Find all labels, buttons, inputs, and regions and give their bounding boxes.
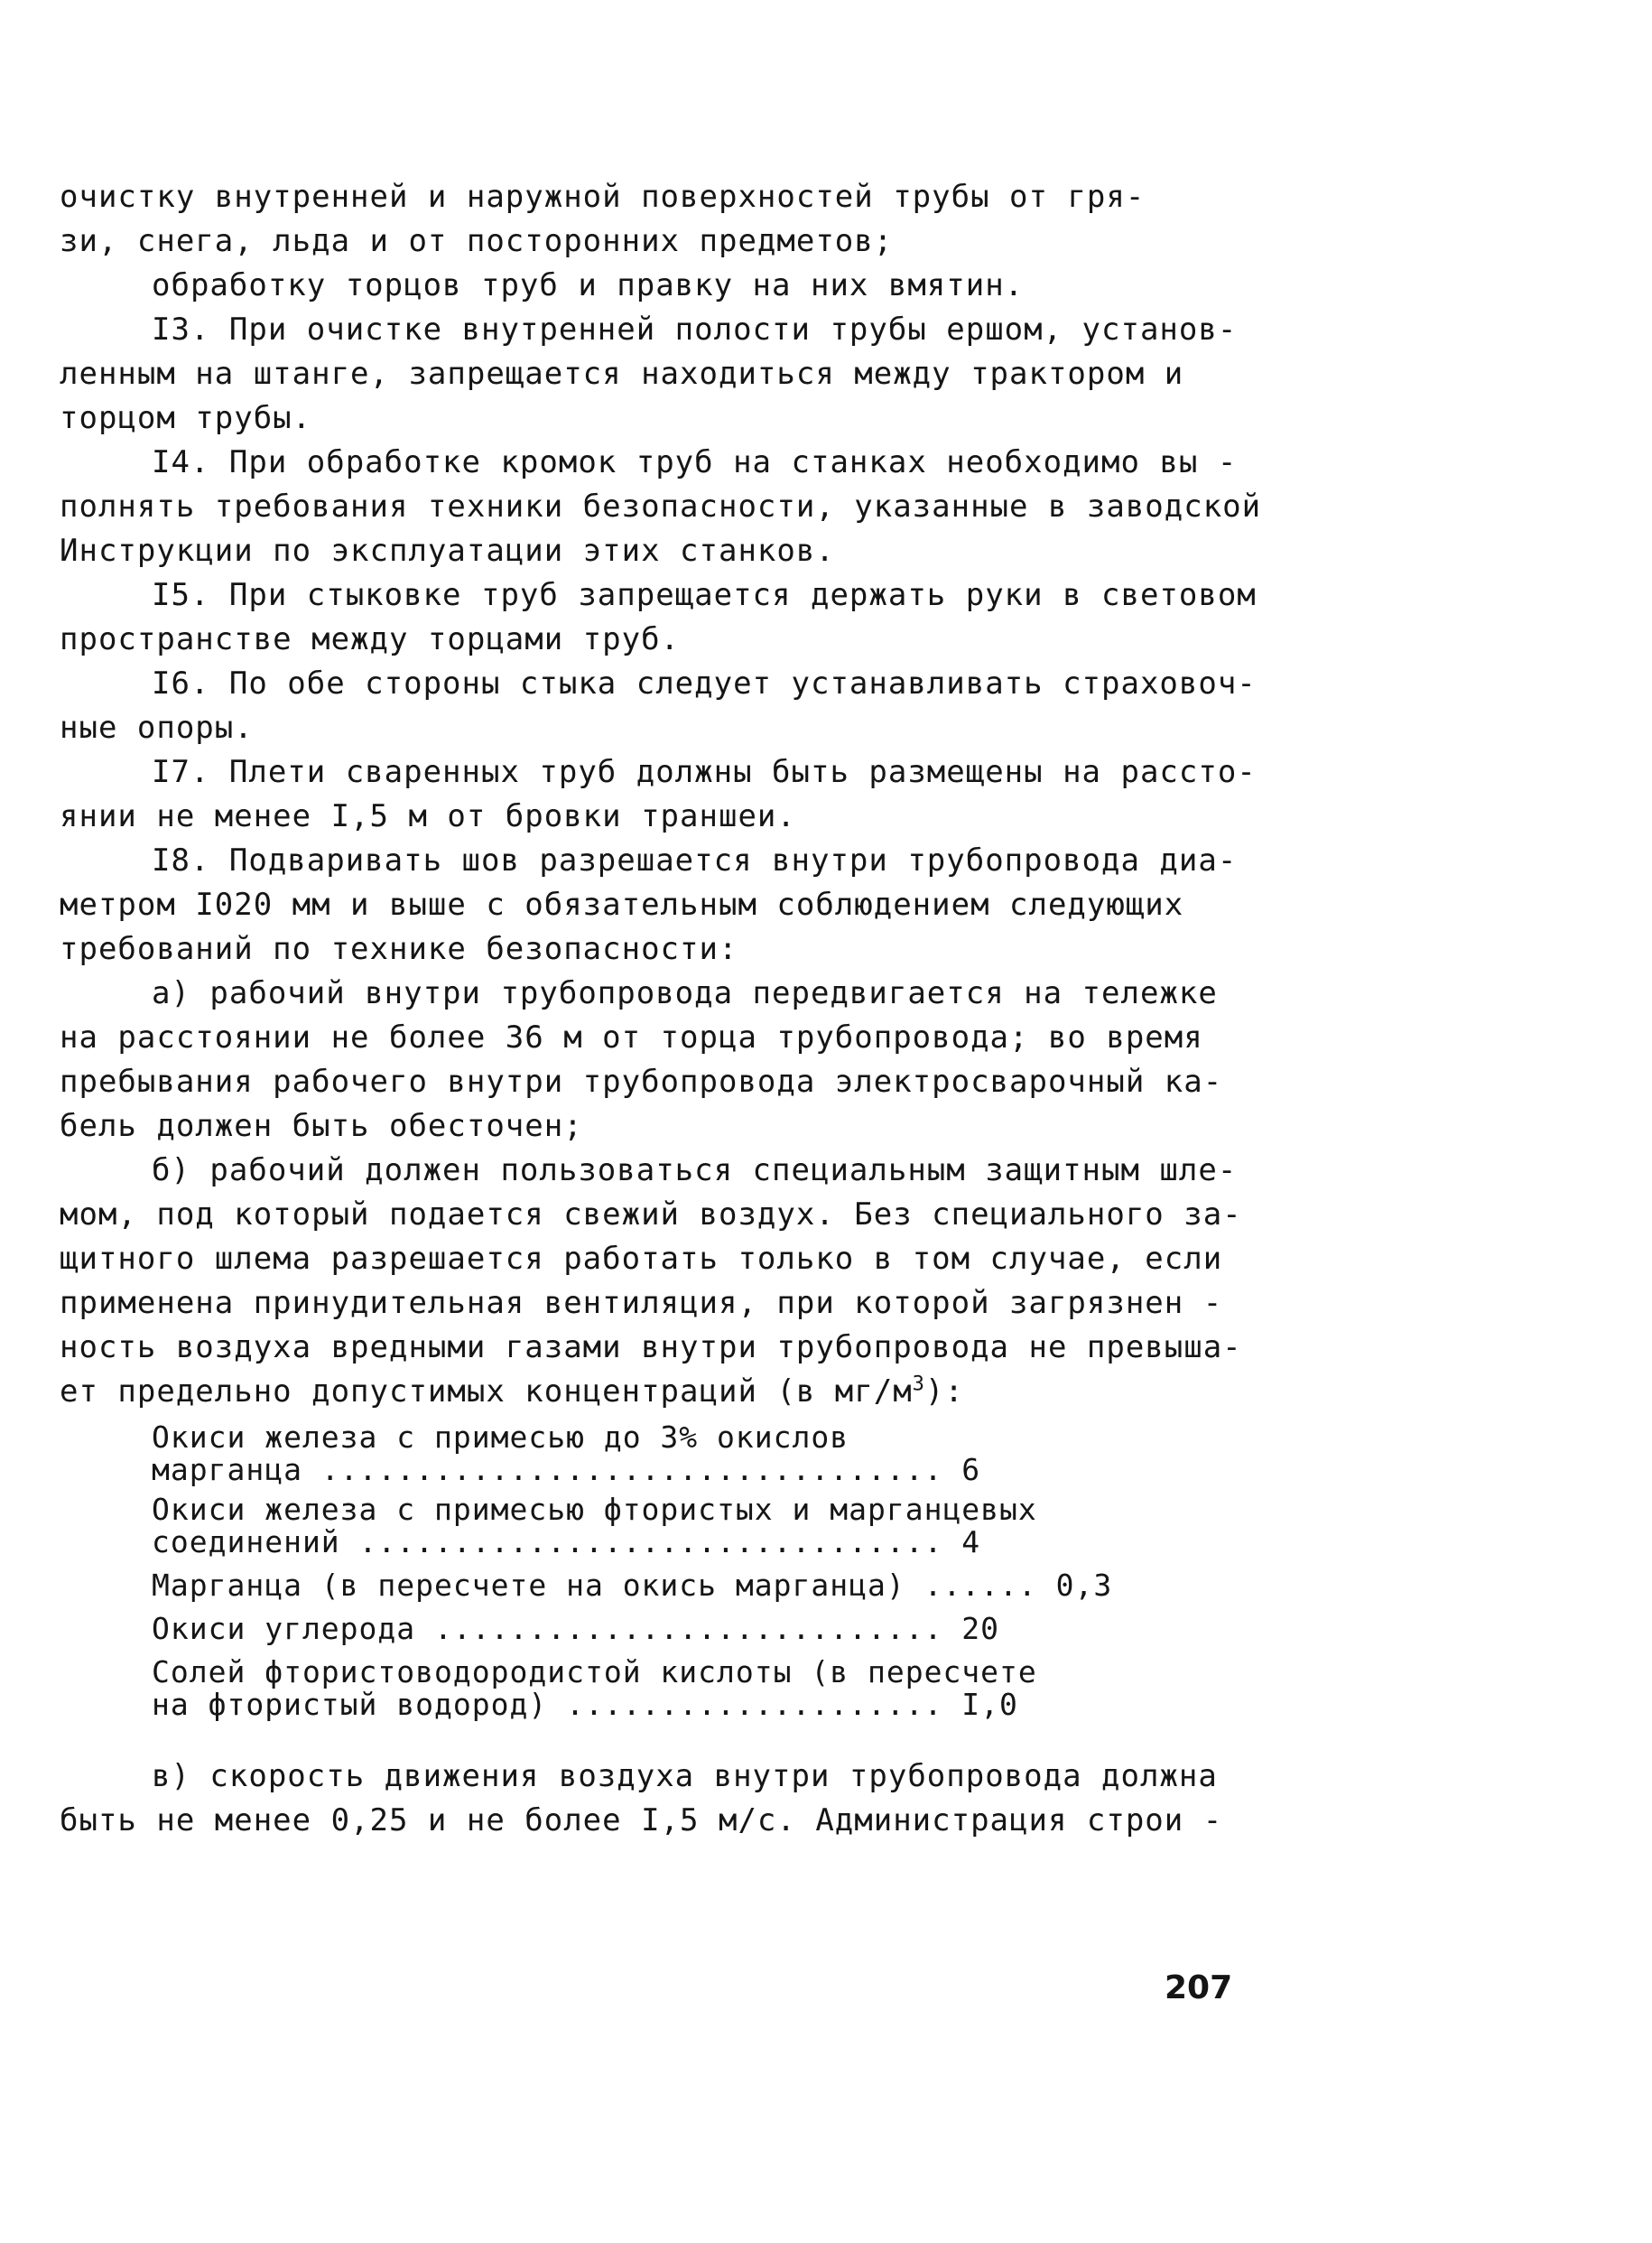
text-line: применена принудительная вентиляция, при которой загрязнен - <box>60 1285 1223 1321</box>
text-line: Инструкции по эксплуатации этих станков. <box>60 533 835 569</box>
text-line: I6. По обе стороны стыка следует устанавливать страховоч- <box>152 665 1257 702</box>
text-line: пространстве между торцами труб. <box>60 621 681 657</box>
text-line: I3. При очистке внутренней полости трубы ершом, установ- <box>152 312 1238 348</box>
concentration-table-row: марганца ................................. 6 <box>152 1452 981 1487</box>
text-line: очистку внутренней и наружной поверхностей трубы от гря- <box>60 179 1146 215</box>
text-line: I7. Плети сваренных труб должны быть размещены на рассто- <box>152 754 1257 790</box>
text-line: пребывания рабочего внутри трубопровода электросварочный ка- <box>60 1064 1223 1100</box>
text-line: полнять требования техники безопасности, указанные в заводской <box>60 489 1262 525</box>
concentration-table-row: Солей фтористоводородистой кислоты (в пересчете <box>152 1654 1037 1689</box>
concentration-table-row: Марганца (в пересчете на окись марганца) ...... 0,3 <box>152 1568 1113 1603</box>
text-line: щитного шлема разрешается работать только в том случае, если <box>60 1241 1223 1277</box>
text-line: I4. При обработке кромок труб на станках необходимо вы - <box>152 444 1238 480</box>
text-line: зи, снега, льда и от посторонних предметов; <box>60 223 894 259</box>
text-line: ленным на штанге, запрещается находиться между трактором и <box>60 356 1184 392</box>
text-line: I8. Подваривать шов разрешается внутри трубопровода диа- <box>152 842 1238 879</box>
unit-superscript: 3 <box>912 1373 925 1396</box>
text-line: торцом трубы. <box>60 400 312 436</box>
text-line: янии не менее I,5 м от бровки траншеи. <box>60 798 796 834</box>
text-line: ные опоры. <box>60 710 254 746</box>
text-line: на расстоянии не более 36 м от торца трубопровода; во время <box>60 1019 1203 1056</box>
concentration-table-row: на фтористый водород) .................... I,0 <box>152 1687 1018 1722</box>
text-line: требований по технике безопасности: <box>60 931 738 967</box>
concentration-units-line <box>60 1373 964 1410</box>
text-line: в) скорость движения воздуха внутри трубопровода должна <box>152 1758 1218 1794</box>
concentration-table-row: соединений ............................... 4 <box>152 1524 981 1559</box>
concentration-table-row: Окиси железа с примесью до 3% окислов <box>152 1419 849 1455</box>
text-line: а) рабочий внутри трубопровода передвигается на тележке <box>152 975 1218 1011</box>
text-line: мом, под который подается свежий воздух. Без специального за- <box>60 1196 1242 1233</box>
text-line: бель должен быть обесточен; <box>60 1108 583 1144</box>
page-number: 207 <box>1165 1969 1233 2006</box>
concentration-table-row: Окиси железа с примесью фтористых и марганцевых <box>152 1492 1037 1527</box>
text-line: б) рабочий должен пользоваться специальным защитным шле- <box>152 1152 1238 1188</box>
text-line: ет предельно допустимых концентраций (в мг/м <box>60 1373 913 1410</box>
text-line: ность воздуха вредными газами внутри трубопровода не превыша- <box>60 1329 1242 1365</box>
text-line: I5. При стыковке труб запрещается держать руки в световом <box>152 577 1257 613</box>
text-line: быть не менее 0,25 и не более I,5 м/с. Администрация строи - <box>60 1802 1223 1838</box>
text-line: обработку торцов труб и правку на них вмятин. <box>152 267 1025 303</box>
unit-tail: ): <box>924 1373 964 1410</box>
concentration-table-row: Окиси углерода ........................... 20 <box>152 1611 1000 1646</box>
text-line: метром I020 мм и выше с обязательным соблюдением следующих <box>60 887 1184 923</box>
